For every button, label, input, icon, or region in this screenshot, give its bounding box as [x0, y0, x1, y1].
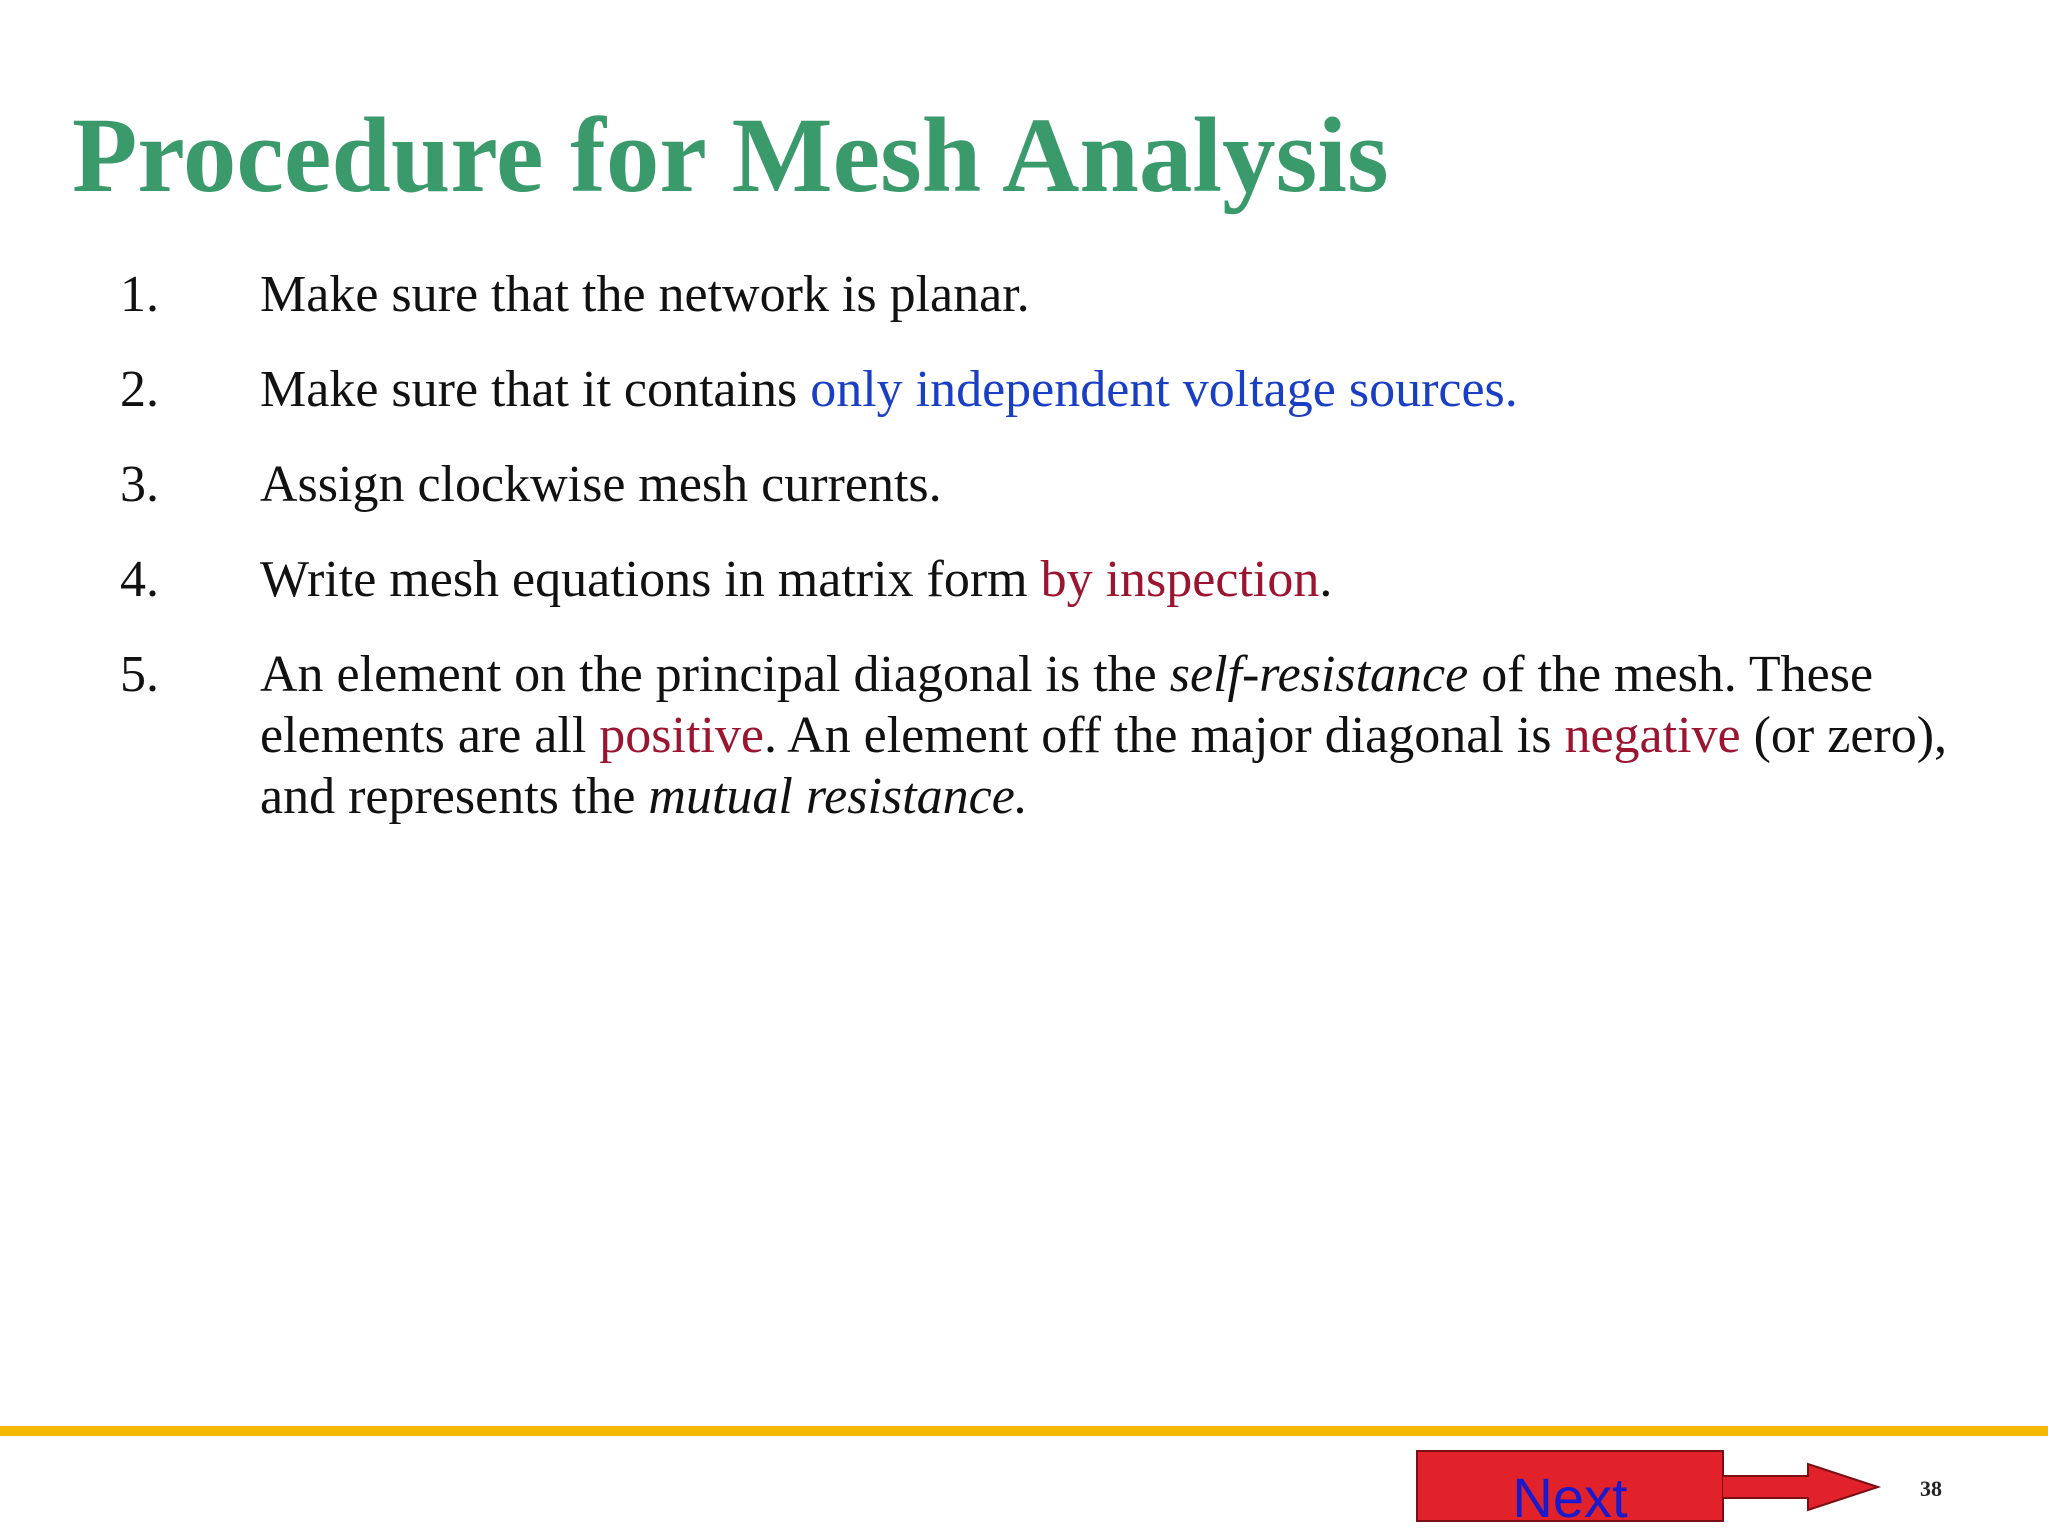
- step-text: . An element off the major diagonal is: [763, 707, 1565, 764]
- step-text: Write mesh equations in matrix form: [260, 551, 1041, 608]
- slide-title: Procedure for Mesh Analysis: [72, 97, 1389, 215]
- step-text: Make sure that it contains: [260, 361, 811, 418]
- procedure-steps: [120, 264, 2000, 861]
- step-highlight: only independent voltage sources.: [810, 361, 1518, 418]
- step-number: 5.: [120, 646, 159, 703]
- step-4: [120, 549, 2000, 610]
- mutual-resistance-term: mutual resistance.: [648, 768, 1028, 825]
- step-3: [120, 454, 2000, 515]
- step-number: 2.: [120, 361, 159, 418]
- right-arrow-icon[interactable]: [1722, 1462, 1882, 1512]
- page-number: 38: [1920, 1476, 1942, 1501]
- negative-term: negative: [1564, 707, 1741, 764]
- step-text: An element on the principal diagonal is the: [260, 646, 1170, 703]
- step-number: 3.: [120, 456, 159, 513]
- step-text: Make sure that the network is planar.: [260, 266, 1030, 323]
- next-button[interactable]: [1416, 1450, 1724, 1522]
- next-button-label: Next: [1512, 1466, 1628, 1522]
- step-text-end: .: [1319, 551, 1333, 608]
- step-text: of the mesh. These elements are all: [260, 646, 1874, 764]
- step-2: [120, 359, 2000, 420]
- step-number: 1.: [120, 266, 159, 323]
- step-highlight: by inspection: [1040, 551, 1320, 608]
- step-text: (or zero), and represents the: [260, 707, 1948, 825]
- footer-rule: [0, 1426, 2048, 1436]
- step-text: Assign clockwise mesh currents.: [260, 456, 942, 513]
- step-number: 4.: [120, 551, 159, 608]
- step-1: [120, 264, 2000, 325]
- step-5: [120, 644, 2000, 827]
- self-resistance-term: self-resistance: [1169, 646, 1469, 703]
- positive-term: positive: [599, 707, 764, 764]
